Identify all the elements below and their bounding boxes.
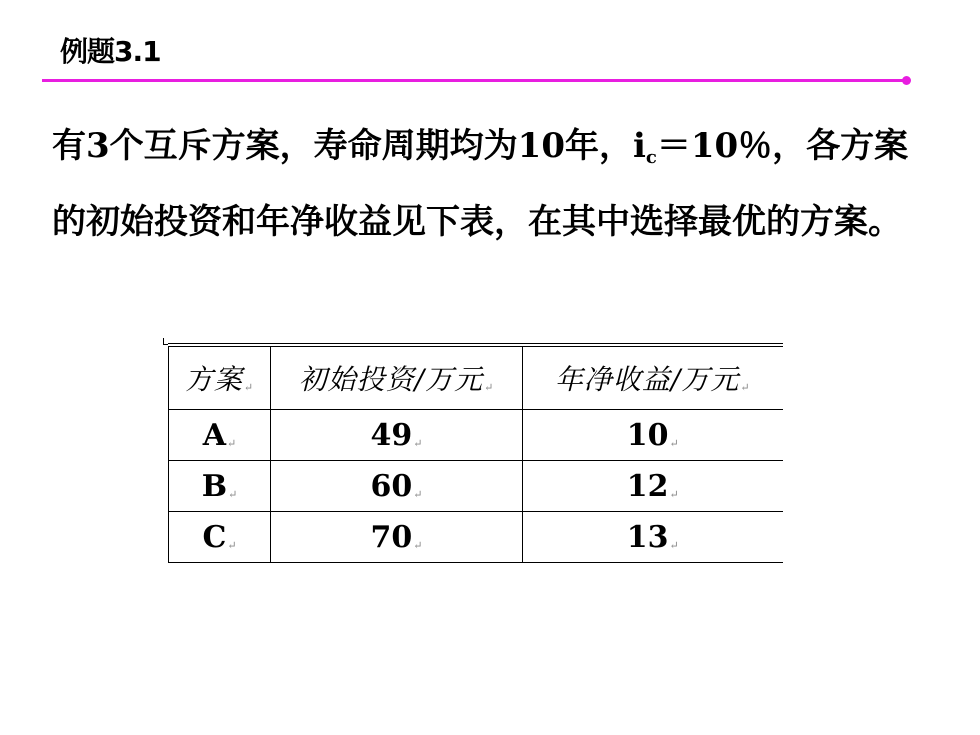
problem-statement — [52, 108, 932, 260]
paragraph-mark-icon: ↵ — [413, 487, 423, 501]
table-cell: B↵ — [169, 461, 271, 512]
table-header-cell: 方案↵ — [169, 345, 271, 410]
table-cell: C↵ — [169, 512, 271, 563]
paragraph-mark-icon: ↵ — [669, 538, 679, 552]
table-cell: 60↵ — [271, 461, 523, 512]
paragraph-mark-icon: ↵ — [413, 436, 423, 450]
table-header-row — [169, 345, 783, 410]
table-cell: 12↵ — [523, 461, 783, 512]
paragraph-mark-icon: ↵ — [413, 538, 423, 552]
table-cell: 70↵ — [271, 512, 523, 563]
table-header-cell: 初始投资/万元↵ — [271, 345, 523, 410]
slide-title: 例题3.1 — [60, 35, 161, 68]
table-cell: 10↵ — [523, 410, 783, 461]
table-header-cell: 年净收益/万元↵ — [523, 345, 783, 410]
problem-text-part-2: ＝10％，各方案的初始投资和年净收益见下表，在其中选择最优的方案。 — [52, 126, 909, 242]
paragraph-mark-icon: ↵ — [669, 436, 679, 450]
paragraph-mark-icon: ↵ — [227, 538, 237, 552]
paragraph-mark-icon: ↵ — [228, 487, 238, 501]
paragraph-mark-icon: ↵ — [484, 381, 495, 394]
data-table-container — [168, 343, 782, 563]
problem-text-part-1: 有3个互斥方案，寿命周期均为10年，i — [52, 126, 646, 166]
table-row — [169, 461, 783, 512]
paragraph-mark-icon: ↵ — [243, 381, 255, 394]
table-cell: 13↵ — [523, 512, 783, 563]
paragraph-mark-icon: ↵ — [227, 436, 237, 450]
title-divider-endpoint — [902, 76, 911, 85]
table-cell: A↵ — [169, 410, 271, 461]
table-cell: 49↵ — [271, 410, 523, 461]
data-table — [168, 343, 783, 563]
table-row — [169, 512, 783, 563]
paragraph-mark-icon: ↵ — [740, 381, 751, 394]
paragraph-mark-icon: ↵ — [669, 487, 679, 501]
problem-subscript: c — [645, 147, 657, 168]
title-divider — [42, 79, 906, 82]
table-row — [169, 410, 783, 461]
